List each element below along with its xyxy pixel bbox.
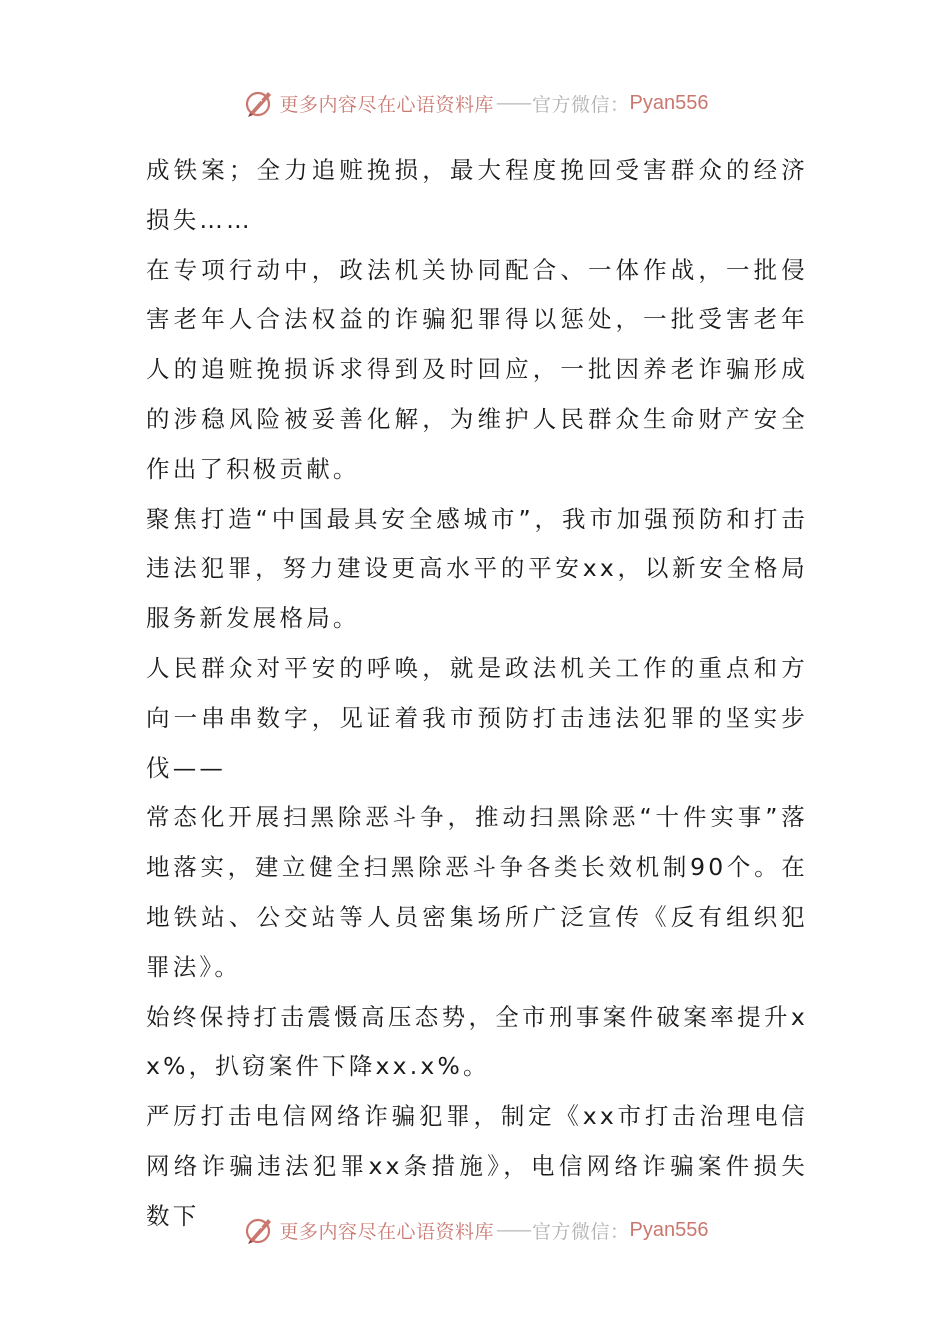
banner-wechat-label: 官方微信：	[532, 1220, 630, 1243]
footer-banner	[0, 1210, 950, 1250]
paragraph: 常态化开展扫黑除恶斗争，推动扫黑除恶“十件实事”落地落实，建立健全扫黑除恶斗争各类长效机制90个。在地铁站、公交站等人员密集场所广泛宣传《反有组织犯罪法》。	[146, 803, 808, 981]
paragraph: 始终保持打击震慑高压态势，全市刑事案件破案率提升xx%，扒窃案件下降xx.x%。	[146, 1002, 808, 1081]
paragraph: 在专项行动中，政法机关协同配合、一体作战，一批侵害老年人合法权益的诈骗犯罪得以惩处，一批受害老年人的追赃挽损诉求得到及时回应，一批因养老诈骗形成的涉稳风险被妥善化解，为维护人民群众生命财产安全作出了积极贡献。	[146, 255, 808, 483]
banner-site-text: 更多内容尽在心语资料库	[279, 1220, 495, 1243]
header-banner	[0, 83, 950, 123]
paragraph: 聚焦打造“中国最具安全感城市”，我市加强预防和打击违法犯罪，努力建设更高水平的平安xx，以新安全格局服务新发展格局。	[146, 504, 808, 633]
pen-logo-icon	[242, 1213, 276, 1247]
banner-separator: ——	[496, 92, 531, 114]
banner-site-text: 更多内容尽在心语资料库	[279, 93, 495, 116]
banner-wechat-label: 官方微信：	[532, 93, 630, 116]
pen-logo-icon	[242, 86, 276, 120]
document-body	[146, 146, 808, 1242]
paragraph: 成铁案；全力追赃挽损，最大程度挽回受害群众的经济损失……	[146, 156, 808, 234]
paragraph: 人民群众对平安的呼唤，就是政法机关工作的重点和方向一串串数字，见证着我市预防打击违法犯罪的坚实步伐——	[146, 653, 808, 782]
banner-wechat-id: Pyan556	[629, 1218, 709, 1241]
banner-separator: ——	[496, 1219, 531, 1241]
paragraph: 严厉打击电信网络诈骗犯罪，制定《xx市打击治理电信网络诈骗违法犯罪xx条措施》，电信网络诈骗案件损失数下	[146, 1102, 808, 1230]
banner-wechat-id: Pyan556	[629, 91, 709, 114]
